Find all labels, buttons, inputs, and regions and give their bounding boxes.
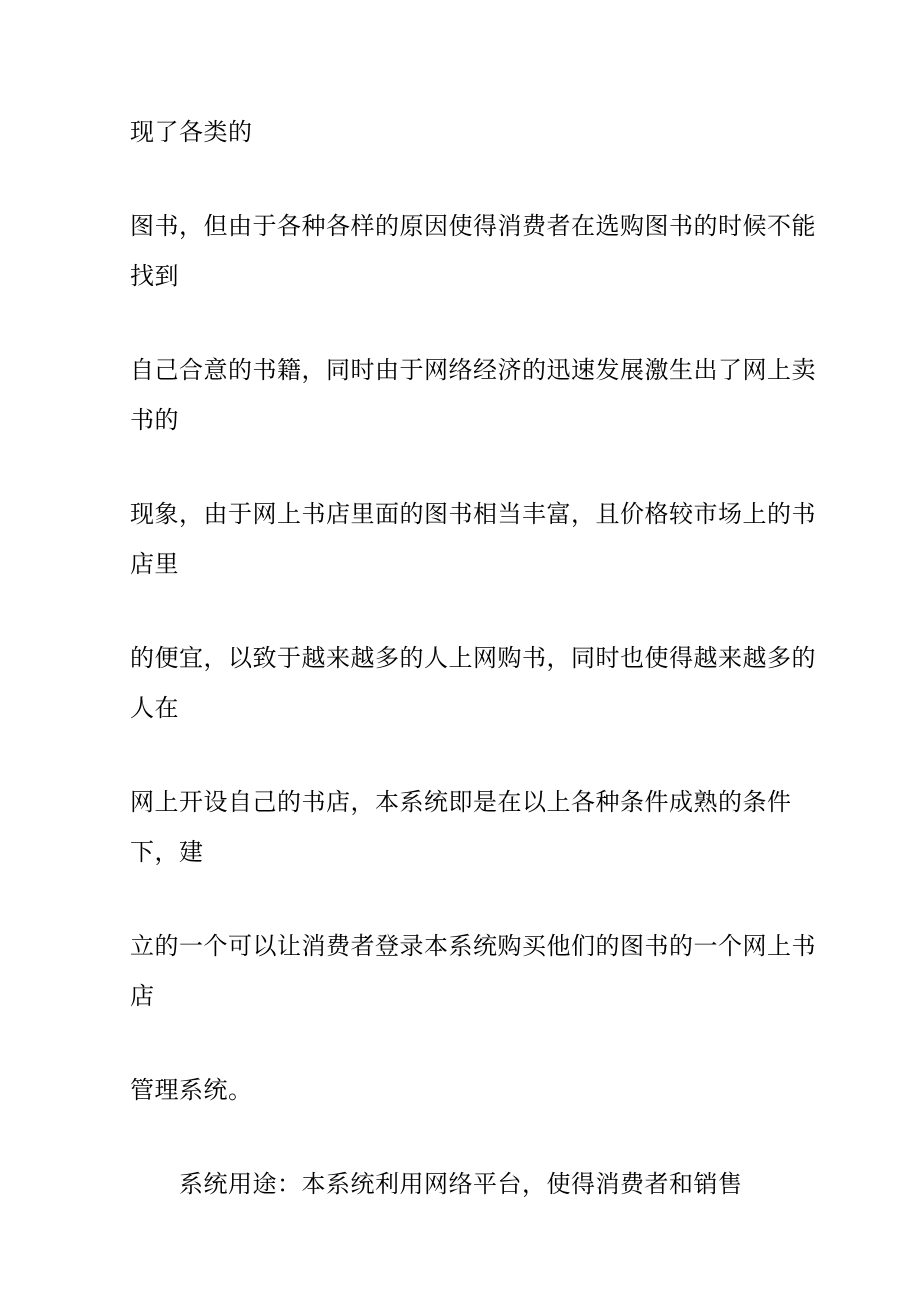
text-line-10: 网上开设自己的书店，本系统即是在以上各种条件成熟的条件 [130, 788, 792, 816]
text-line-2: 图书，但由于各种各样的原因使得消费者在选购图书的时候不能 [130, 212, 816, 240]
text-line-13: 店 [130, 982, 155, 1010]
text-line-14: 管理系统。 [130, 1076, 253, 1104]
text-line-6: 现象，由于网上书店里面的图书相当丰富，且价格较市场上的书 [130, 500, 816, 528]
text-line-4: 自己合意的书籍，同时由于网络经济的迅速发展激生出了网上卖 [130, 356, 816, 384]
text-line-12: 立的一个可以让消费者登录本系统购买他们的图书的一个网上书 [130, 932, 816, 960]
text-line-9: 人在 [130, 694, 179, 722]
text-line-3: 找到 [130, 262, 179, 290]
text-line-11: 下，建 [130, 838, 204, 866]
text-line-15: 系统用途：本系统利用网络平台，使得消费者和销售 [179, 1170, 743, 1198]
text-line-5: 书的 [130, 406, 179, 434]
text-line-1: 现了各类的 [130, 118, 253, 146]
text-line-7: 店里 [130, 550, 179, 578]
text-line-8: 的便宜，以致于越来越多的人上网购书，同时也使得越来越多的 [130, 644, 816, 672]
